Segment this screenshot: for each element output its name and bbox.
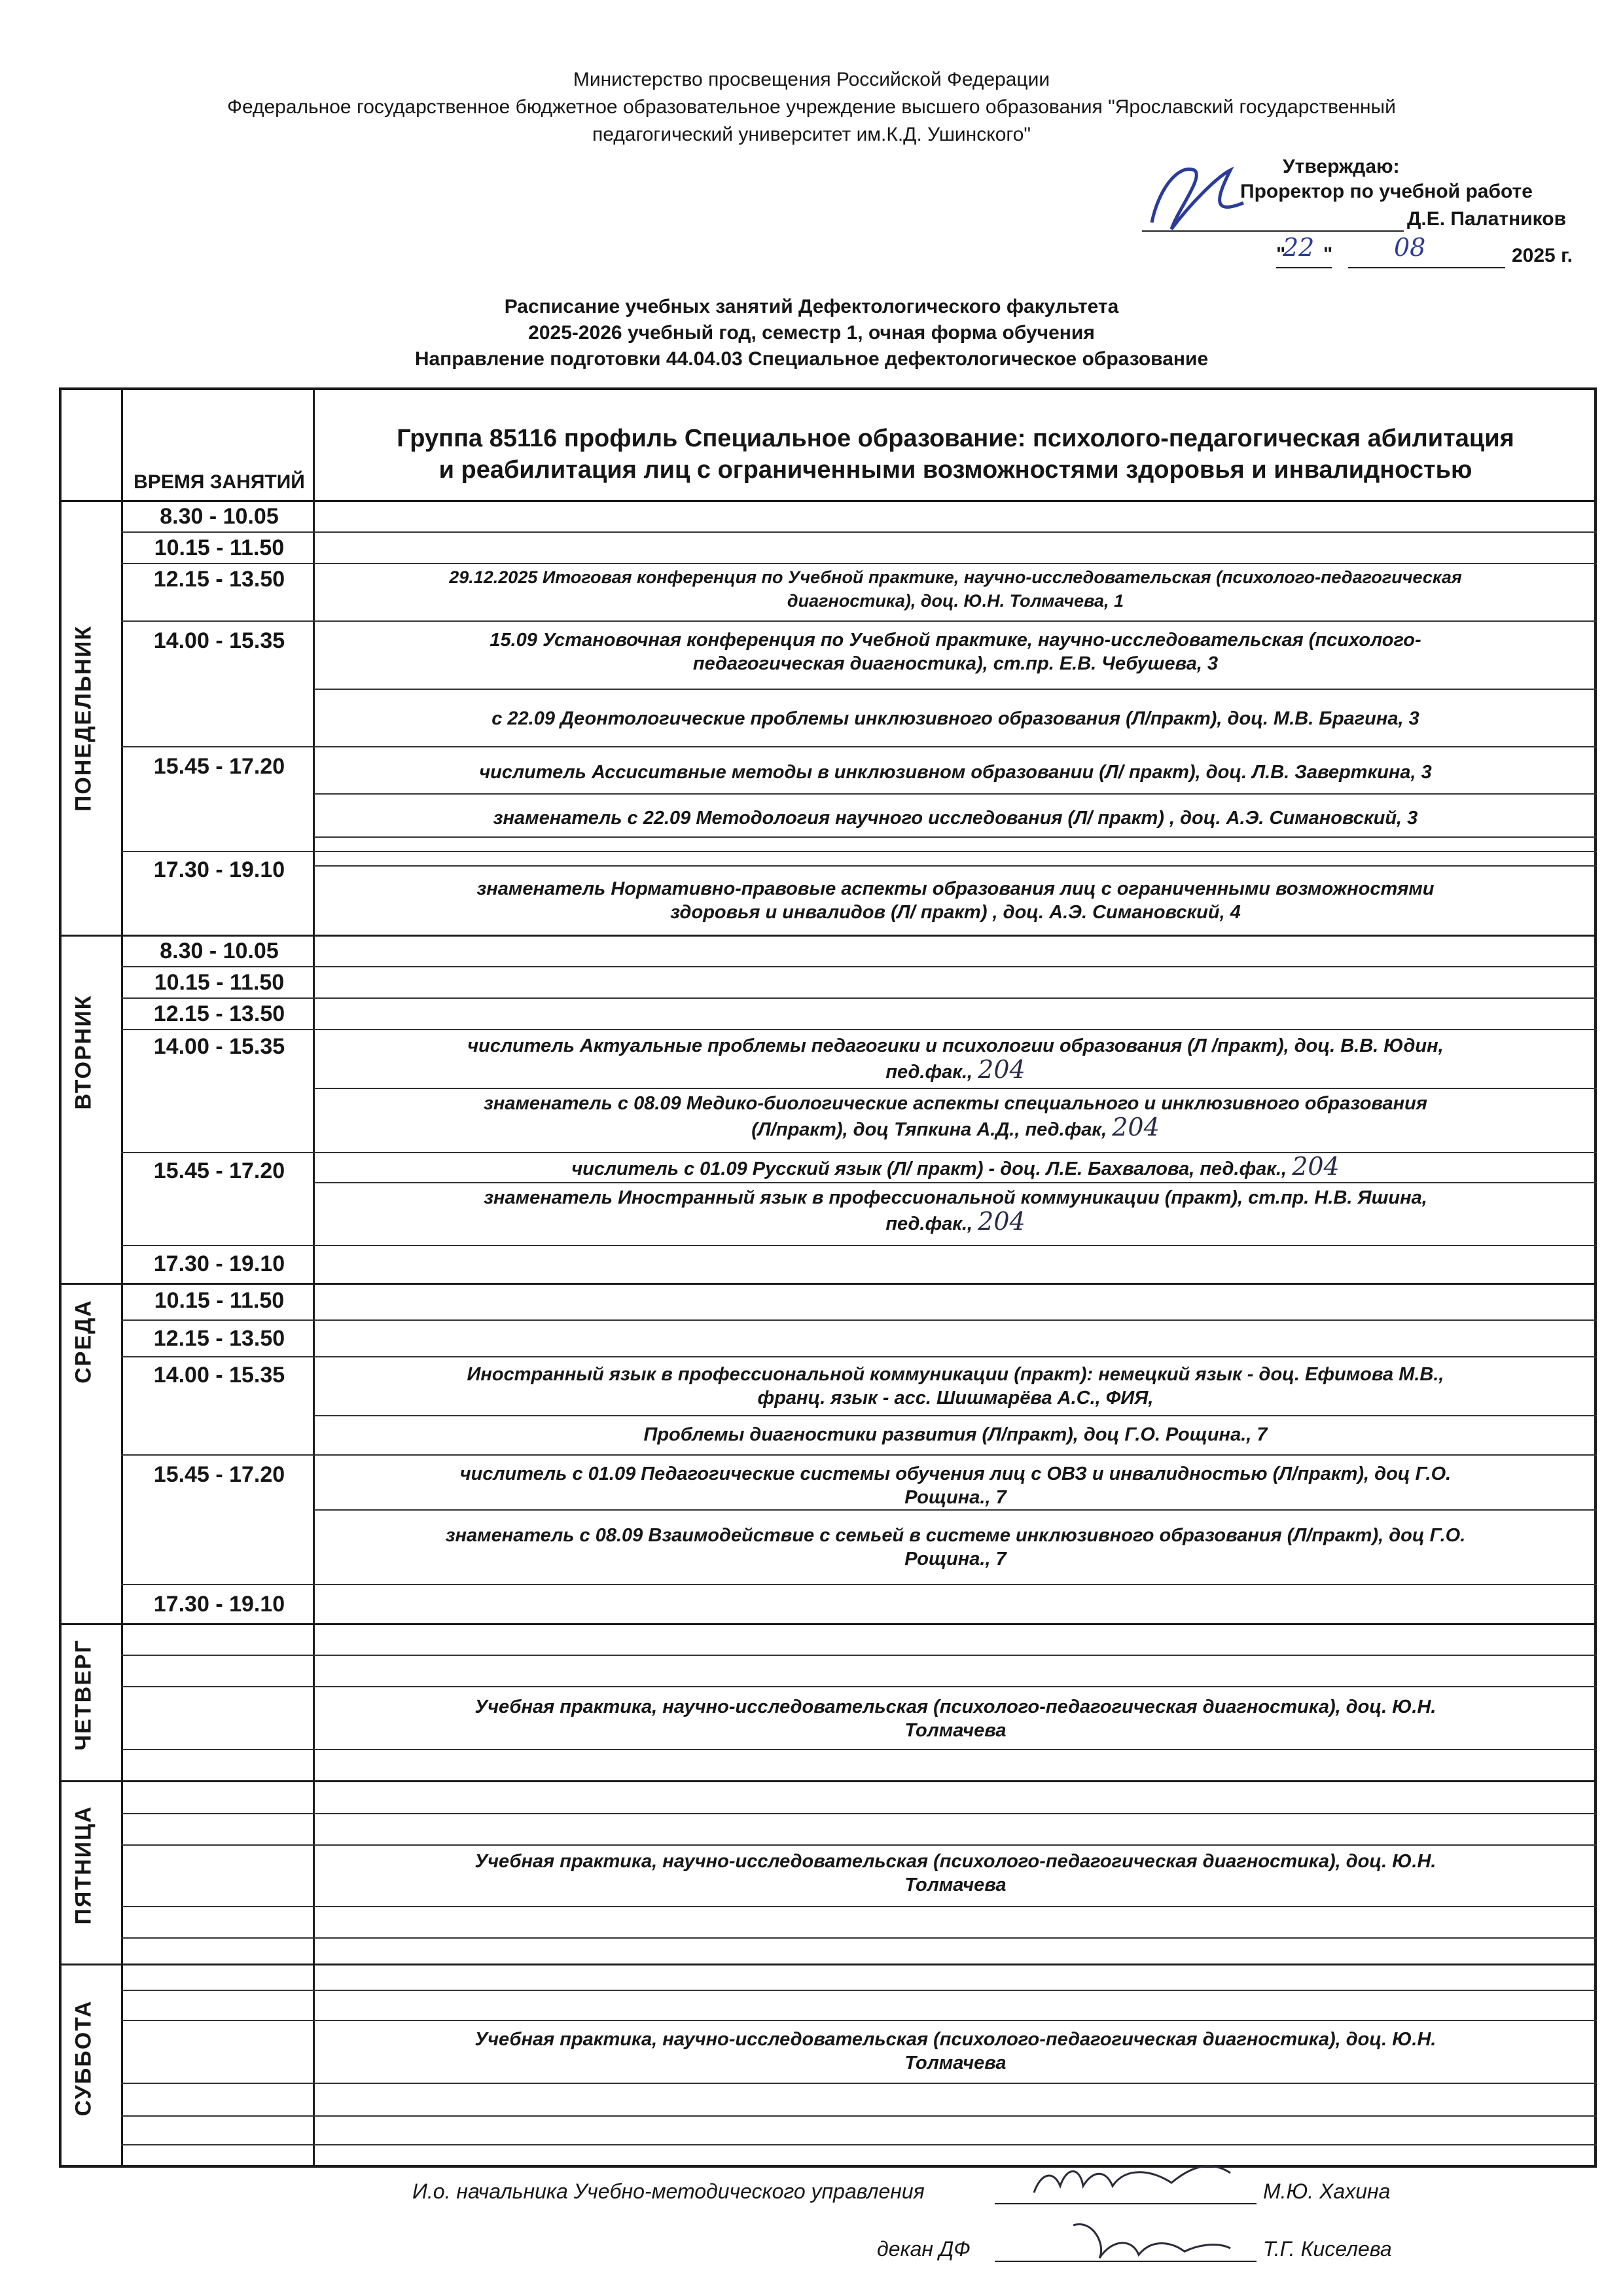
class-entry: знаменатель с 08.09 Медико-биологические аспекты специального и инклюзивного образования (Л/практ), доц Тяпкина А.Д., пед.фак, 204 (484, 1093, 1427, 1141)
practice-entry: Учебная практика, научно-исследовательская (психолого-педагогическая диагностика), доц. Ю.Н. Толмачева (474, 2029, 1436, 2073)
time-slot: 17.30 - 19.10 (153, 1592, 285, 1617)
time-slot: 14.00 - 15.35 (153, 628, 285, 653)
room-handwritten: 204 (1112, 1113, 1160, 1141)
time-slot: 12.15 - 13.50 (153, 567, 285, 592)
day-tuesday: ВТОРНИК (71, 994, 96, 1110)
month-underline (1348, 267, 1505, 268)
time-slot: 8.30 - 10.05 (160, 939, 279, 963)
class-entry: 29.12.2025 Итоговая конференция по Учебной практике, научно-исследовательская (психолого-педагогическая диагностика), доц. Ю.Н. Толмачева, 1 (449, 567, 1462, 611)
class-entry: знаменатель Иностранный язык в профессиональной коммуникации (практ), ст.пр. Н.В. Яшина, пед.фак., 204 (484, 1187, 1427, 1236)
class-entry: числитель с 01.09 Русский язык (Л/ практ) - доц. Л.Е. Бахвалова, пед.фак., 204 (571, 1152, 1340, 1181)
day-monday: ПОНЕДЕЛЬНИК (71, 624, 96, 812)
room-handwritten: 204 (978, 1207, 1026, 1236)
day-friday: ПЯТНИЦА (71, 1805, 96, 1925)
time-slot: 14.00 - 15.35 (153, 1034, 285, 1059)
time-slot: 15.45 - 17.20 (153, 1158, 285, 1183)
approver-position: Проректор по учебной работе (1240, 181, 1533, 202)
time-slot: 14.00 - 15.35 (153, 1363, 285, 1388)
class-entry: числитель с 01.09 Педагогические системы обучения лиц с ОВЗ и инвалидностью (Л/практ), доц Г.О. Рощина., 7 (459, 1463, 1452, 1508)
time-slot: 10.15 - 11.50 (154, 970, 285, 995)
schedule-title: Расписание учебных занятий Дефектологического факультета (504, 296, 1119, 317)
group-header: Группа 85116 профиль Специальное образование: психолого-педагогическая абилитация и реабилитация лиц с ограниченными возможностями здоровья и инвалидностью (397, 425, 1514, 484)
time-header: ВРЕМЯ ЗАНЯТИЙ (134, 471, 305, 493)
class-entry: 15.09 Установочная конференция по Учебной практике, научно-исследовательская (психолого- педагогическая диагностика), ст.пр. Е.В. Чебушева, 3 (490, 630, 1421, 674)
practice-entry: Учебная практика, научно-исследовательская (психолого-педагогическая диагностика), доц. Ю.Н. Толмачева (474, 1696, 1436, 1741)
approve-label: Утверждаю: (1283, 156, 1400, 177)
time-slot: 10.15 - 11.50 (154, 1288, 285, 1313)
time-slot: 8.30 - 10.05 (160, 504, 279, 529)
class-entry: числитель Актуальные проблемы педагогики и психологии образования (Л /практ), доц. В.В. Юдин, пед.фак., 204 (467, 1035, 1444, 1084)
university-line: Федеральное государственное бюджетное образовательное учреждение высшего образования "Ярославский государственный (227, 96, 1396, 118)
time-slot: 12.15 - 13.50 (153, 1326, 285, 1351)
class-entry: числитель Ассиситвные методы в инклюзивном образовании (Л/ практ), доц. Л.В. Заверткина, 3 (479, 762, 1432, 783)
head-name: М.Ю. Хахина (1263, 2179, 1391, 2203)
day-underline (1276, 267, 1332, 268)
practice-entry: Учебная практика, научно-исследовательская (психолого-педагогическая диагностика), доц. Ю.Н. Толмачева (474, 1851, 1436, 1895)
class-entry: Проблемы диагностики развития (Л/практ), доц Г.О. Рощина., 7 (643, 1424, 1268, 1445)
time-slot: 15.45 - 17.20 (153, 754, 285, 779)
approval-year: 2025 г. (1512, 245, 1573, 266)
time-slot: 17.30 - 19.10 (153, 857, 285, 882)
class-entry: знаменатель с 08.09 Взаимодействие с семьей в системе инклюзивного образования (Л/практ), доц Г.О. Рощина., 7 (445, 1525, 1466, 1570)
head-signature (1021, 2153, 1243, 2206)
time-slot: 17.30 - 19.10 (153, 1251, 285, 1276)
university-name-line: педагогический университет им.К.Д. Ушинского" (592, 124, 1031, 145)
approver-signature (1132, 151, 1263, 242)
time-slot: 10.15 - 11.50 (154, 535, 285, 560)
day-saturday: СУББОТА (71, 2000, 96, 2117)
class-entry: с 22.09 Деонтологические проблемы инклюзивного образования (Л/практ), доц. М.В. Брагина, 3 (491, 708, 1419, 729)
room-handwritten: 204 (1292, 1152, 1340, 1181)
day-thursday: ЧЕТВЕРГ (71, 1639, 96, 1751)
time-slot: 15.45 - 17.20 (153, 1462, 285, 1487)
approver-name: Д.Е. Палатников (1407, 208, 1567, 230)
room-handwritten: 204 (978, 1055, 1026, 1084)
time-slot: 12.15 - 13.50 (153, 1001, 285, 1026)
ministry-line: Министерство просвещения Российской Федерации (573, 69, 1050, 90)
approval-month: 08 (1394, 233, 1426, 262)
class-entry: знаменатель Нормативно-правовые аспекты образования лиц с ограниченными возможностями здоровья и инвалидов (Л/ практ) , доц. А.Э. Симановский, 4 (476, 878, 1435, 923)
dean-signature (1060, 2206, 1243, 2265)
day-wednesday: СРЕДА (71, 1299, 96, 1384)
class-entry: Иностранный язык в профессиональной коммуникации (практ): немецкий язык - доц. Ефимова М.В., франц. язык - асс. Шишмарёва А.С., ФИЯ, (467, 1364, 1444, 1408)
dean-name: Т.Г. Киселева (1263, 2237, 1392, 2261)
head-title: И.о. начальника Учебно-методического управления (412, 2179, 925, 2203)
approval-day: 22 (1283, 233, 1315, 262)
schedule-direction: Направление подготовки 44.04.03 Специальное дефектологическое образование (414, 348, 1209, 370)
dean-title: декан ДФ (877, 2237, 971, 2261)
class-entry: знаменатель с 22.09 Методология научного исследования (Л/ практ) , доц. А.Э. Симановский, 3 (493, 808, 1418, 829)
schedule-subtitle: 2025-2026 учебный год, семестр 1, очная форма обучения (528, 322, 1095, 344)
